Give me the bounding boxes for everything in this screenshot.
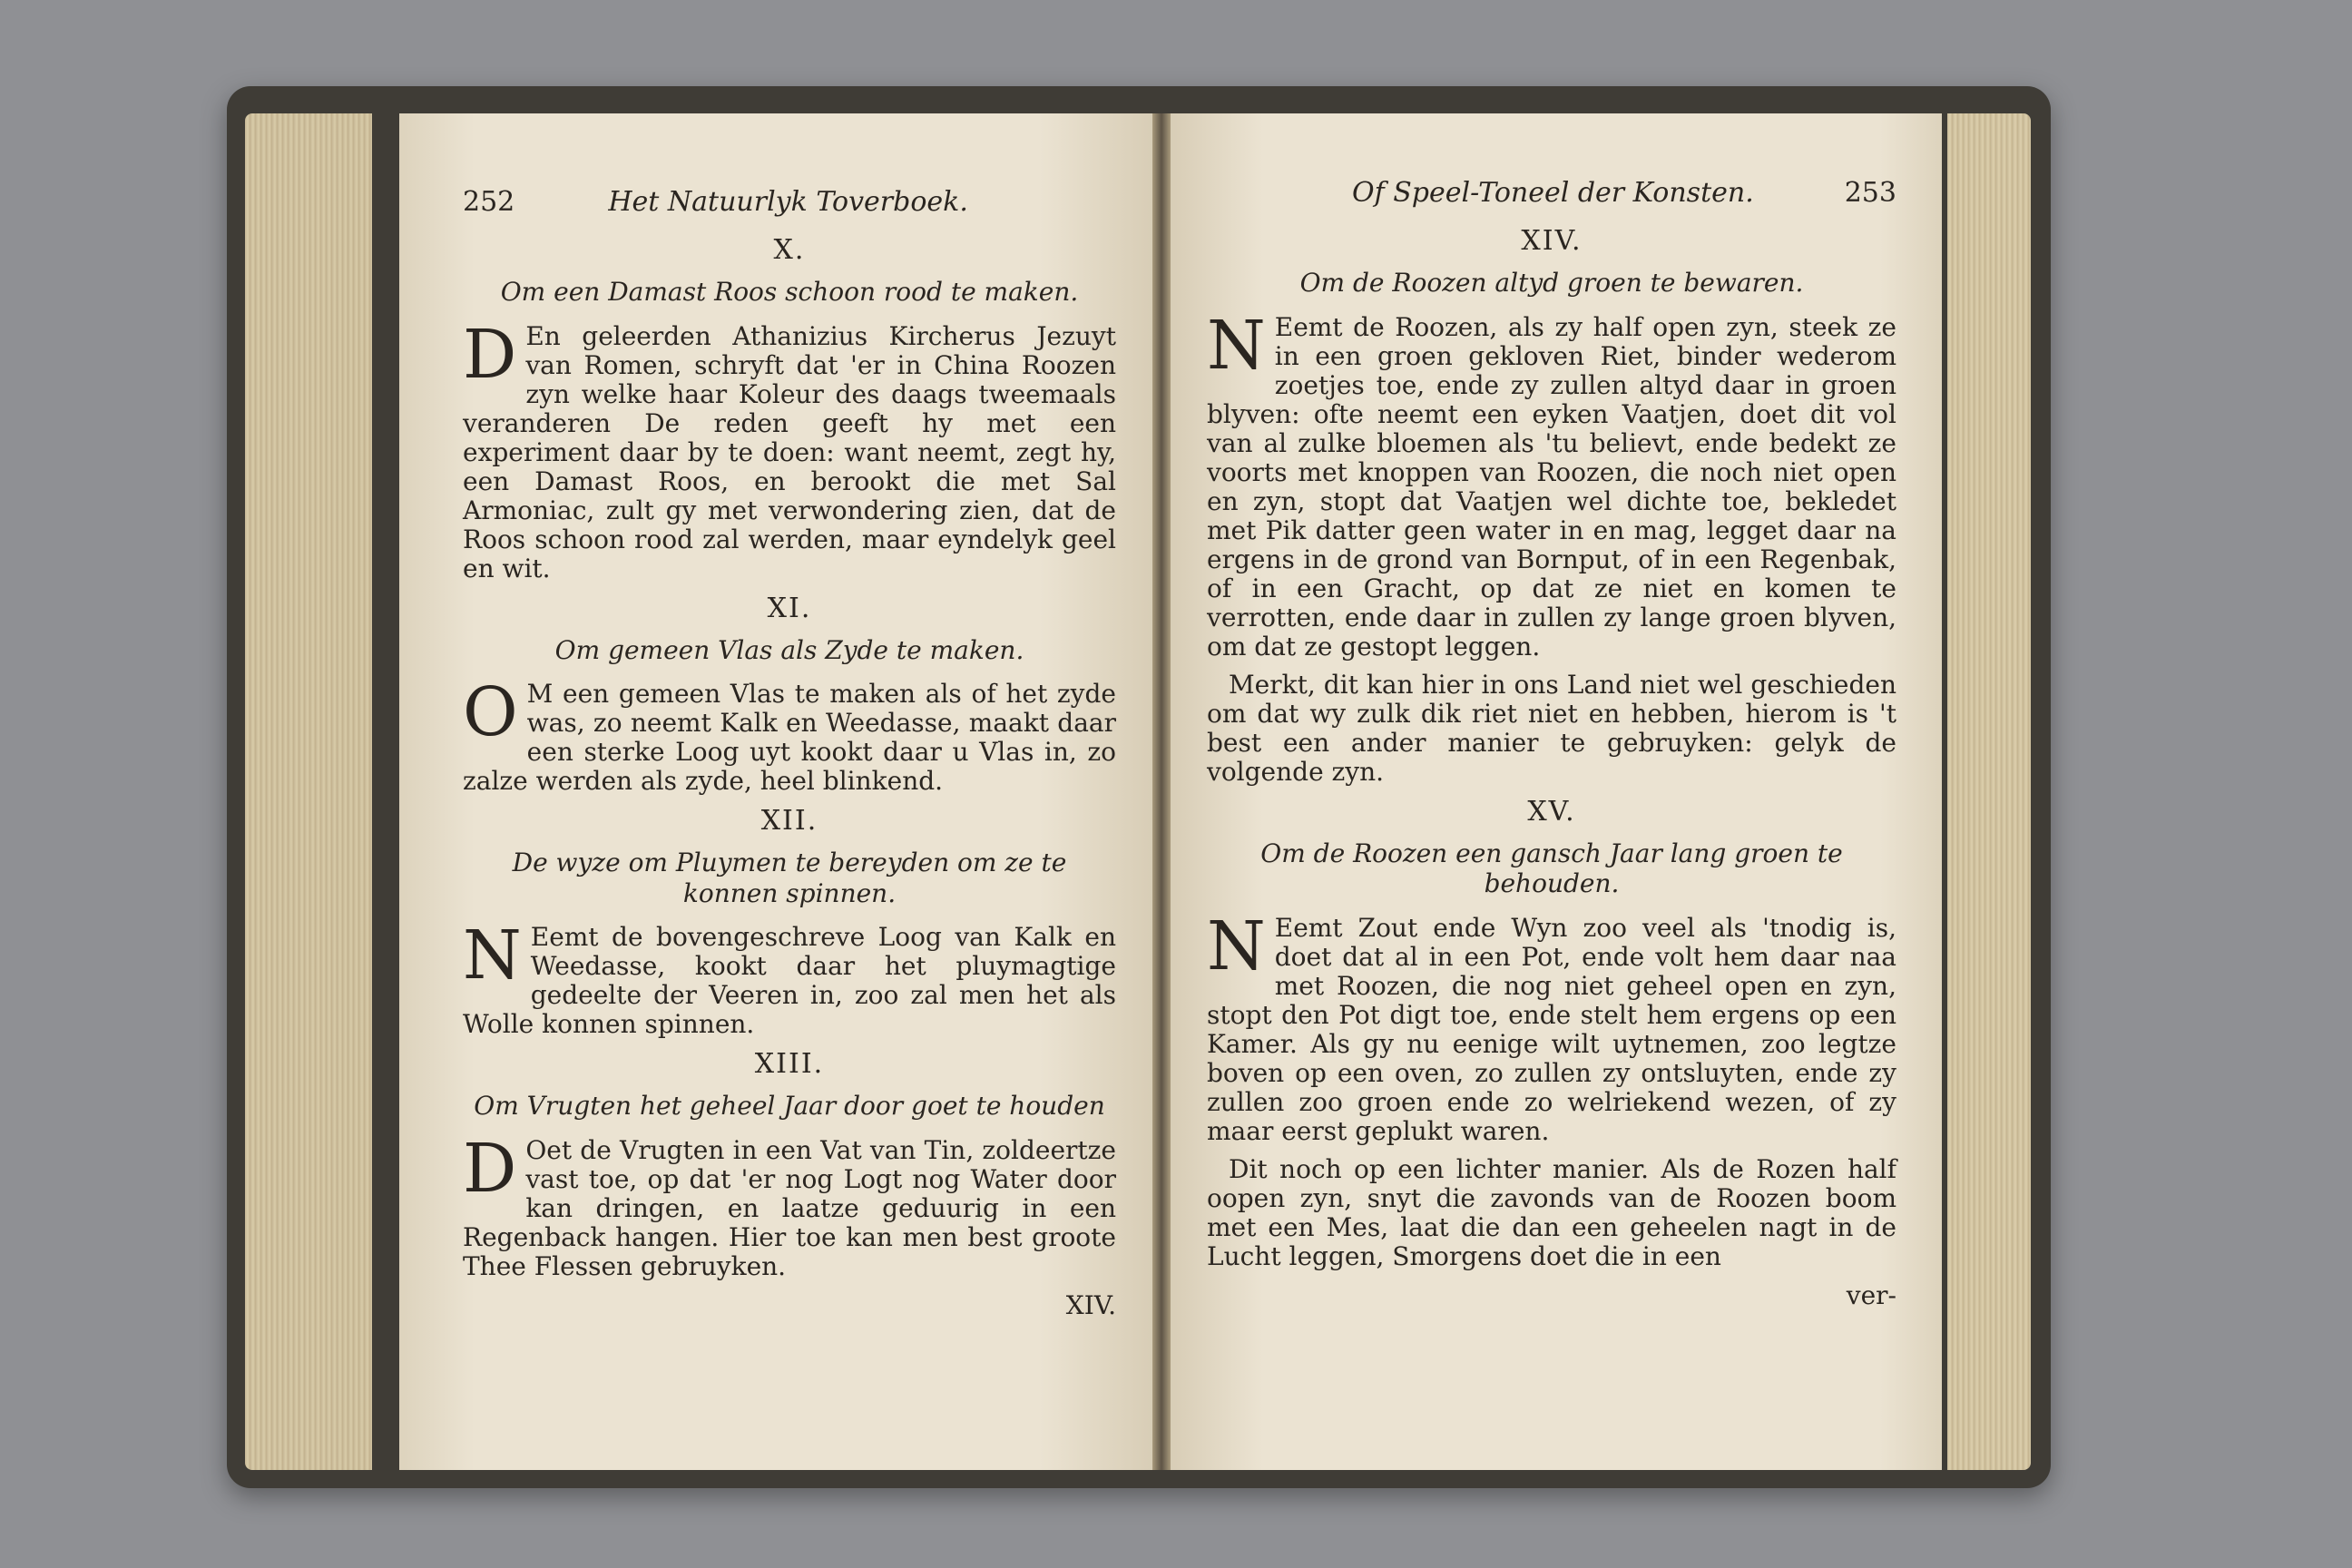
drop-cap: N xyxy=(463,916,522,995)
section-number: XII. xyxy=(760,805,818,838)
section-number: XIII. xyxy=(754,1048,825,1081)
section-number: XIV. xyxy=(1521,225,1583,257)
drop-cap: O xyxy=(463,673,518,752)
book xyxy=(227,86,2051,1488)
page-edges-left xyxy=(245,113,372,1470)
section-number: XI. xyxy=(767,592,812,624)
section-heading: Om een Damast Roos schoon rood te maken. xyxy=(500,277,1079,307)
left-running-head xyxy=(463,186,1116,218)
section-xii xyxy=(463,805,1116,1039)
section-text: O M een gemeen Vlas te maken als of het zyde was, zo neemt Kalk en Weedasse, maakt daar een sterke Loog uyt kookt daar u Vlas in, zo zalze werden als zyde, heel blinkend. xyxy=(463,673,1116,797)
right-running-head xyxy=(1207,177,1896,209)
section-heading: Om de Roozen een gansch Jaar lang groen te behouden. xyxy=(1260,838,1843,899)
left-page-number: 252 xyxy=(463,186,515,218)
right-page xyxy=(1171,113,1942,1470)
section-x xyxy=(463,234,1116,583)
section-text: D En geleerden Athanizius Kircherus Jezuyt van Romen, schryft dat 'er in China Roozen zyn welke haar Koleur des daags tweemaals veranderen De reden geeft hy met een experiment daar by te doen: want neemt, zegt hy, een Damast Roos, en berookt die met Sal Armoniac, zult gy met verwondering zien, dat de Roos schoon rood zal werden, maar eyndelyk geel en wit. xyxy=(463,315,1116,583)
section-text: N Eemt de Roozen, als zy half open zyn, steek ze in een groen gekloven Riet, binder wederom zoetjes toe, ende zy zullen altyd daar in groen blyven: ofte neemt een eyken Vaatjen, doet dit vol van al zulke bloemen als 'tu believt, ende bedekt ze voorts met knoppen van Roozen, die noch niet open en zyn, stopt dat Vaatjen wel dichte toe, bekledet met Pik datter geen water in en mag, legget daar na ergens in de grond van Bornput, of in een Regenbak, of in een Gracht, op dat ze niet en komen te verrotten, ende daar in zullen zy lange groen blyven, om dat ze gestopt leggen. xyxy=(1207,306,1896,662)
section-xiii xyxy=(463,1048,1116,1281)
section-xv xyxy=(1207,796,1896,1271)
section-number: XV. xyxy=(1527,795,1576,828)
left-page xyxy=(399,113,1152,1470)
right-catchword: ver- xyxy=(1846,1279,1896,1310)
left-running-title: Het Natuurlyk Toverboek. xyxy=(608,186,968,218)
section-heading: Om gemeen Vlas als Zyde te maken. xyxy=(554,634,1024,665)
section-text: N Eemt de bovengeschreve Loog van Kalk en Weedasse, kookt daar het pluymagtige gedeelte der Veeren in, zoo zal men het als Wolle konnen spinnen. xyxy=(463,916,1116,1040)
drop-cap: D xyxy=(463,315,517,394)
section-text: N Eemt Zout ende Wyn zoo veel als 'tnodig is, doet dat al in een Pot, ende volt hem daar naa met Roozen, die nog niet geheel open en zyn, stopt den Pot digt toe, ende stelt hem ergens op een Kamer. Als gy nu eenige wilt uytnemen, zoo legtze boven op een oven, zo zullen zy ontsluyten, ende zy zullen zoo groen ende zo welriekend wezen, of zy maar eerst geplukt waren. xyxy=(1207,906,1896,1146)
section-xiv xyxy=(1207,225,1896,787)
section-heading: Om Vrugten het geheel Jaar door goet te houden xyxy=(474,1091,1105,1122)
drop-cap: N xyxy=(1207,906,1266,985)
section-heading: Om de Roozen altyd groen te bewaren. xyxy=(1299,268,1804,298)
left-catchword: XIV. xyxy=(1065,1289,1116,1320)
drop-cap: D xyxy=(463,1129,517,1208)
page-edges-right xyxy=(1947,113,2031,1470)
section-heading: De wyze om Pluymen te bereyden om ze te konnen spinnen. xyxy=(512,848,1067,908)
right-running-title: Of Speel-Toneel der Konsten. xyxy=(1351,177,1754,209)
drop-cap: N xyxy=(1207,306,1266,385)
section-number: X. xyxy=(773,234,806,266)
book-gutter xyxy=(1152,113,1171,1470)
section-xi xyxy=(463,593,1116,797)
section-note: Dit noch op een lichter manier. Als de Rozen half oopen zyn, snyt die zavonds van de Roozen boom met een Mes, laat die dan een geheelen nagt in de Lucht leggen, Smorgens doet die in een xyxy=(1207,1153,1896,1271)
right-page-number: 253 xyxy=(1844,177,1896,209)
section-text: D Oet de Vrugten in een Vat van Tin, zoldeertze vast toe, op dat 'er nog Logt nog Water door kan dringen, en laatze geduurig in een Regenback hangen. Hier toe kan men best groote Thee Flessen gebruyken. xyxy=(463,1129,1116,1281)
section-note: Merkt, dit kan hier in ons Land niet wel geschieden om dat wy zulk dik riet niet en hebben, hierom is 't best een ander manier te gebruyken: gelyk de volgende zyn. xyxy=(1207,669,1896,787)
